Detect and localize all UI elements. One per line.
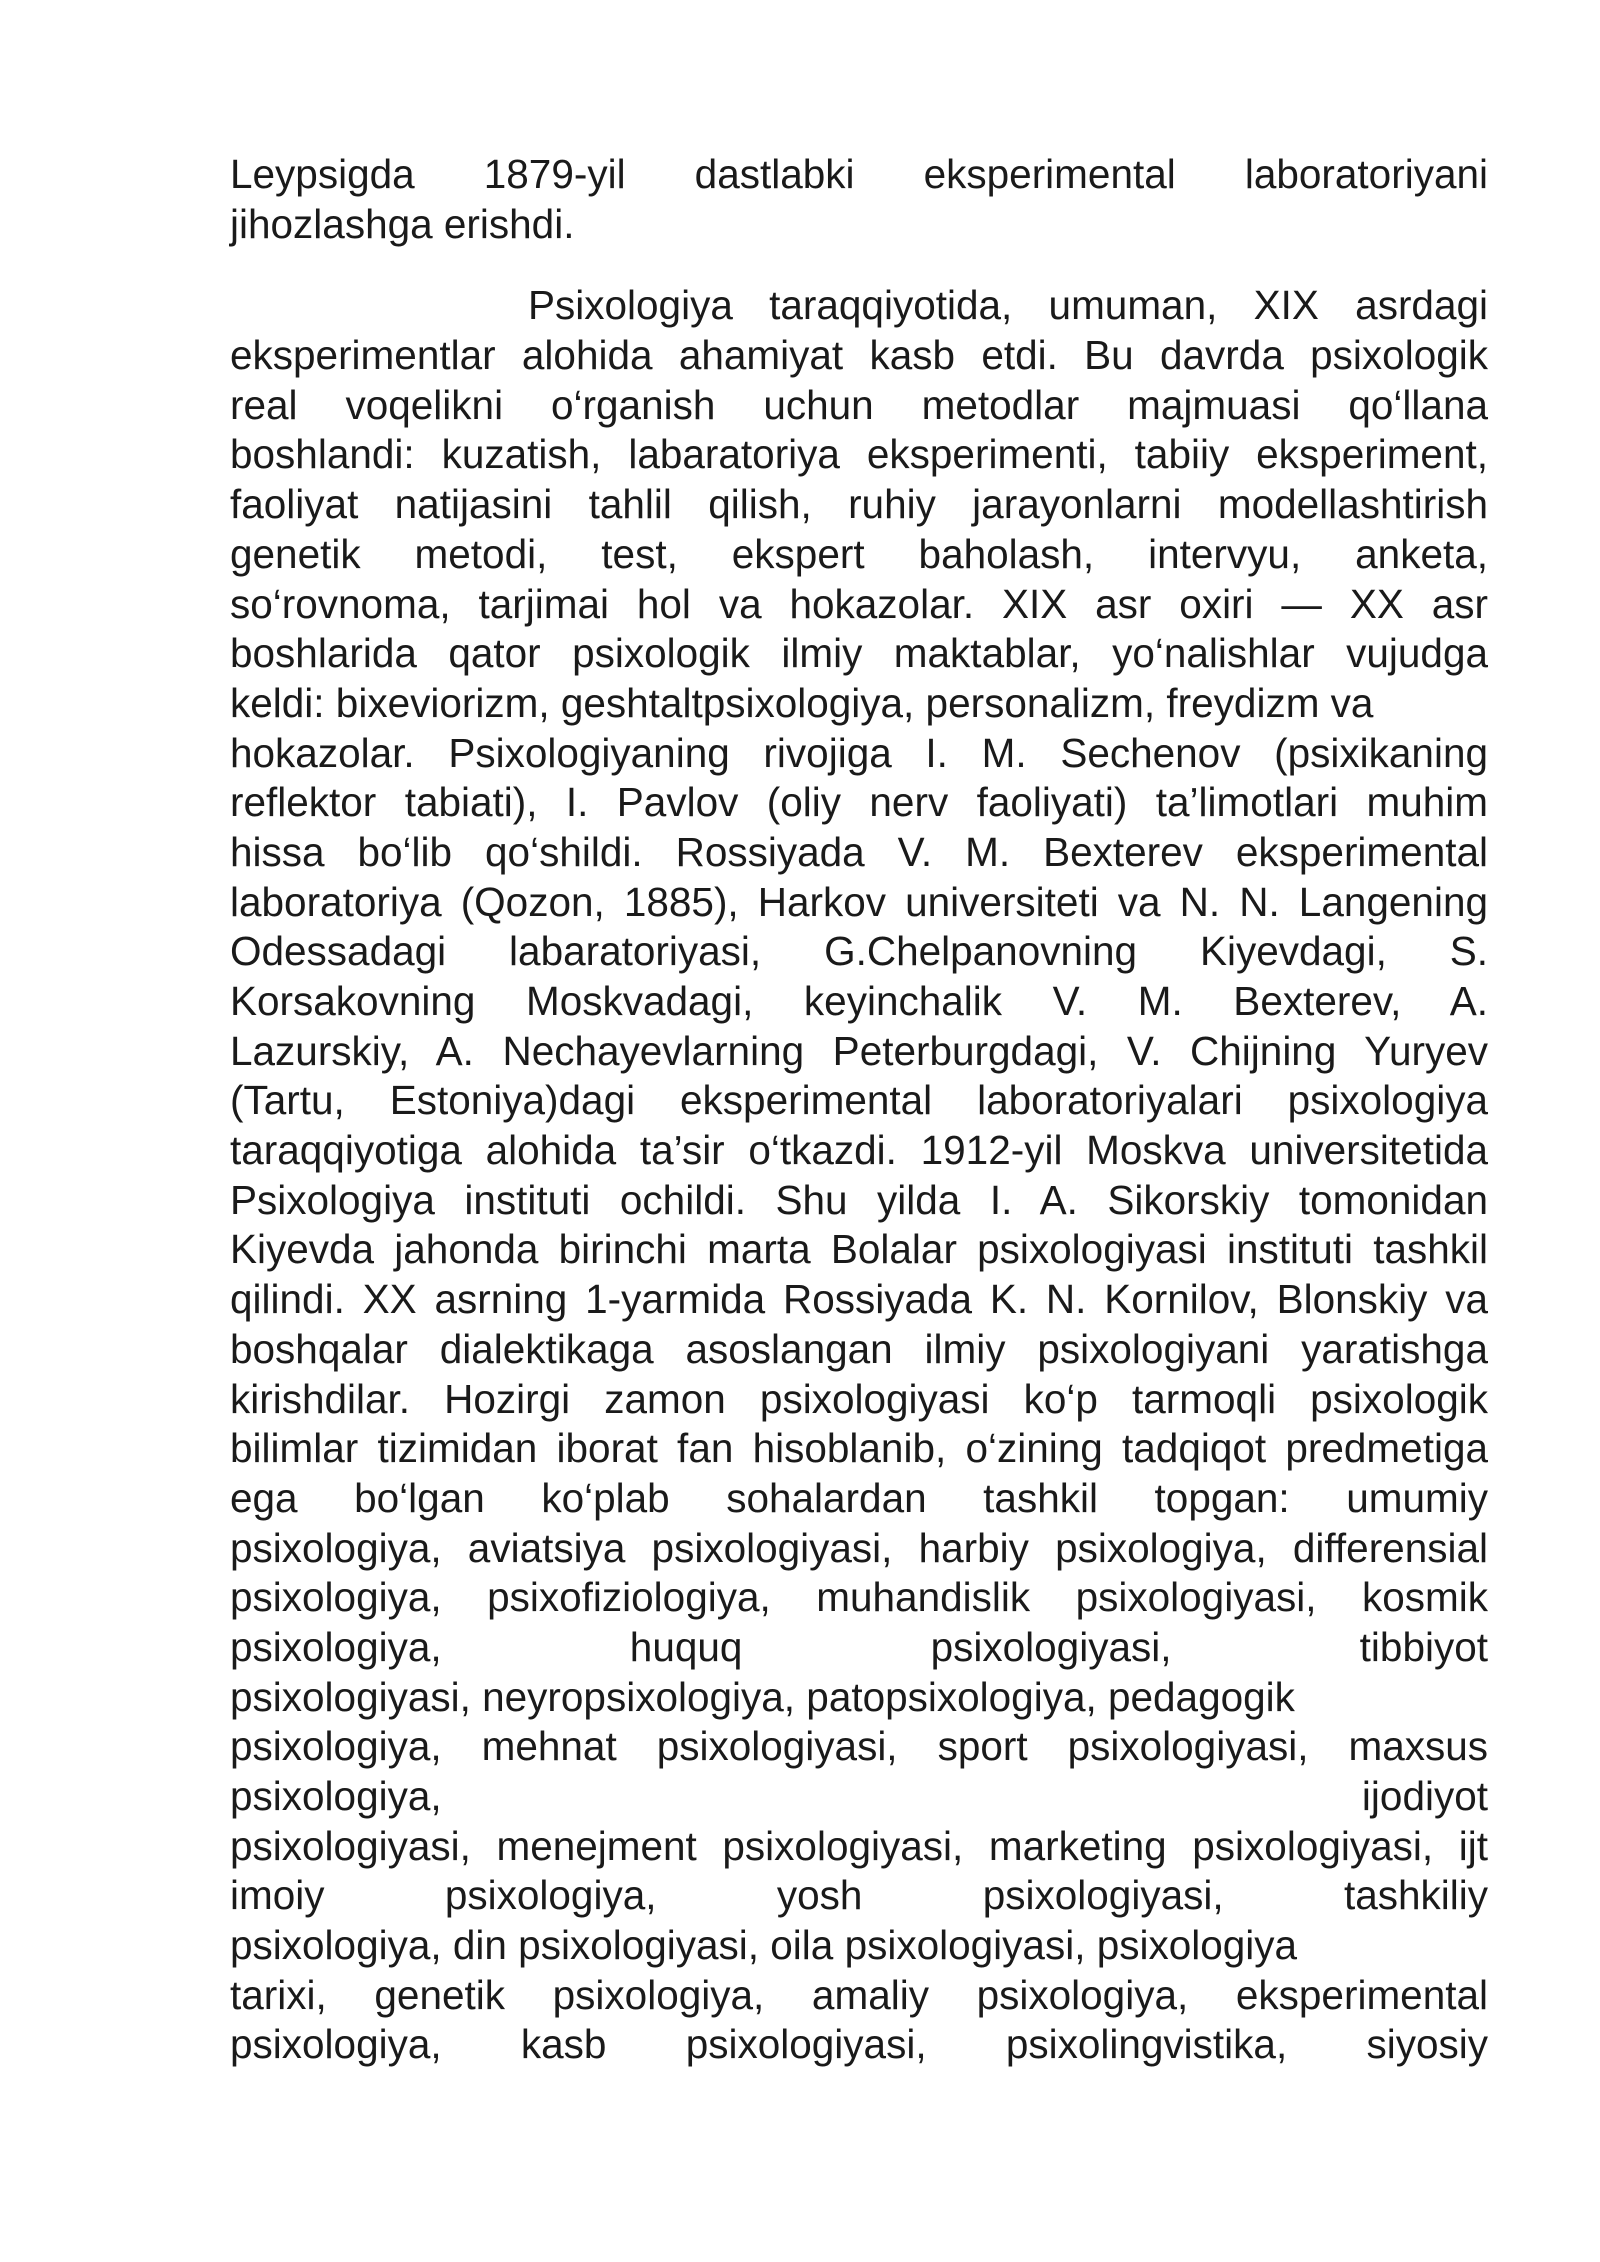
text-line: Odessadagi labaratoriyasi, G.Chelpanovning Kiyevdagi, S. xyxy=(230,928,1488,975)
text-line: psixologiya, din psixologiyasi, oila psixologiyasi, psixologiya xyxy=(230,1922,1298,1969)
text-line: Korsakovning Moskvadagi, keyinchalik V. M. Bexterev, A. xyxy=(230,978,1488,1024)
text-line: eksperimentlar alohida ahamiyat kasb etdi. Bu davrda psixologik xyxy=(230,332,1488,379)
text-line: Psixologiya taraqqiyotida, umuman, XIX asrdagi xyxy=(528,282,1488,329)
text-line: Lazurskiy, A. Nechayevlarning Peterburgdagi, V. Chijning Yuryev xyxy=(230,1027,1488,1074)
text-line: reflektor tabiati), I. Pavlov (oliy nerv faoliyati) ta’limotlari muhim xyxy=(230,779,1488,826)
text-line: psixologiya, kasb psixologiyasi, psixolingvistika, siyosiy xyxy=(230,2021,1488,2068)
text-line: boshlandi: kuzatish, labaratoriya eksperimenti, tabiiy eksperiment, xyxy=(230,431,1488,478)
text-line: psixologiyasi, neyropsixologiya, patopsixologiya, pedagogik xyxy=(230,1673,1295,1720)
text-line: hokazolar. Psixologiyaning rivojiga I. M. Sechenov (psixikaning xyxy=(230,729,1488,776)
text-line: Psixologiya instituti ochildi. Shu yilda I. A. Sikorskiy tomonidan xyxy=(230,1176,1488,1223)
text-line: kirishdilar. Hozirgi zamon psixologiyasi ko‘p tarmoqli psixologik xyxy=(230,1375,1488,1422)
text-line: boshqalar dialektikaga asoslangan ilmiy psixologiyani yaratishga xyxy=(230,1325,1488,1372)
text-line: Kiyevda jahonda birinchi marta Bolalar psixologiyasi instituti tashkil xyxy=(230,1226,1488,1273)
document-page xyxy=(230,150,1488,2070)
text-line: psixologiya, huquq psixologiyasi, tibbiyot xyxy=(230,1623,1488,1670)
paragraph-1 xyxy=(230,150,1488,249)
text-line: real voqelikni o‘rganish uchun metodlar majmuasi qo‘llana xyxy=(230,381,1488,428)
text-line: genetik metodi, test, ekspert baholash, intervyu, anketa, xyxy=(230,530,1488,577)
text-line: Leypsigda 1879-yil dastlabki eksperimental laboratoriyani xyxy=(230,151,1488,197)
text-line: bilimlar tizimidan iborat fan hisoblanib, o‘zining tadqiqot predmetiga xyxy=(230,1425,1488,1472)
text-line: boshlarida qator psixologik ilmiy maktablar, yo‘nalishlar vujudga xyxy=(230,630,1488,677)
text-line: taraqqiyotiga alohida ta’sir o‘tkazdi. 1912-yil Moskva universitetida xyxy=(230,1127,1488,1174)
text-line: faoliyat natijasini tahlil qilish, ruhiy jarayonlarni modellashtirish xyxy=(230,481,1488,528)
text-line: keldi: bixeviorizm, geshtaltpsixologiya, personalizm, freydizm va xyxy=(230,679,1374,726)
text-line: laboratoriya (Qozon, 1885), Harkov universiteti va N. N. Langening xyxy=(230,878,1488,925)
text-line: ega bo‘lgan ko‘plab sohalardan tashkil topgan: umumiy xyxy=(230,1474,1488,1521)
paragraph-gap xyxy=(230,249,1488,281)
text-line: psixologiyasi, menejment psixologiyasi, marketing psixologiyasi, ijt xyxy=(230,1822,1488,1869)
text-line: psixologiya, psixofiziologiya, muhandislik psixologiyasi, kosmik xyxy=(230,1574,1488,1621)
text-line: psixologiya, aviatsiya psixologiyasi, harbiy psixologiya, differensial xyxy=(230,1524,1488,1571)
text-line: qilindi. XX asrning 1-yarmida Rossiyada K. N. Kornilov, Blonskiy va xyxy=(230,1276,1488,1323)
text-line: hissa bo‘lib qo‘shildi. Rossiyada V. M. Bexterev eksperimental xyxy=(230,828,1488,875)
text-line: psixologiya, mehnat psixologiyasi, sport psixologiyasi, maxsus xyxy=(230,1723,1488,1770)
text-line: (Tartu, Estoniya)dagi eksperimental laboratoriyalari psixologiya xyxy=(230,1077,1488,1124)
paragraph-2 xyxy=(230,281,1488,2070)
text-line: tarixi, genetik psixologiya, amaliy psixologiya, eksperimental xyxy=(230,1971,1488,2018)
text-line: jihozlashga erishdi. xyxy=(230,200,575,247)
text-line: psixologiya, ijodiyot xyxy=(230,1773,1488,1819)
text-line: so‘rovnoma, tarjimai hol va hokazolar. XIX asr oxiri — XX asr xyxy=(230,580,1488,627)
text-line: imoiy psixologiya, yosh psixologiyasi, tashkiliy xyxy=(230,1872,1488,1919)
document-body xyxy=(230,150,1488,2070)
